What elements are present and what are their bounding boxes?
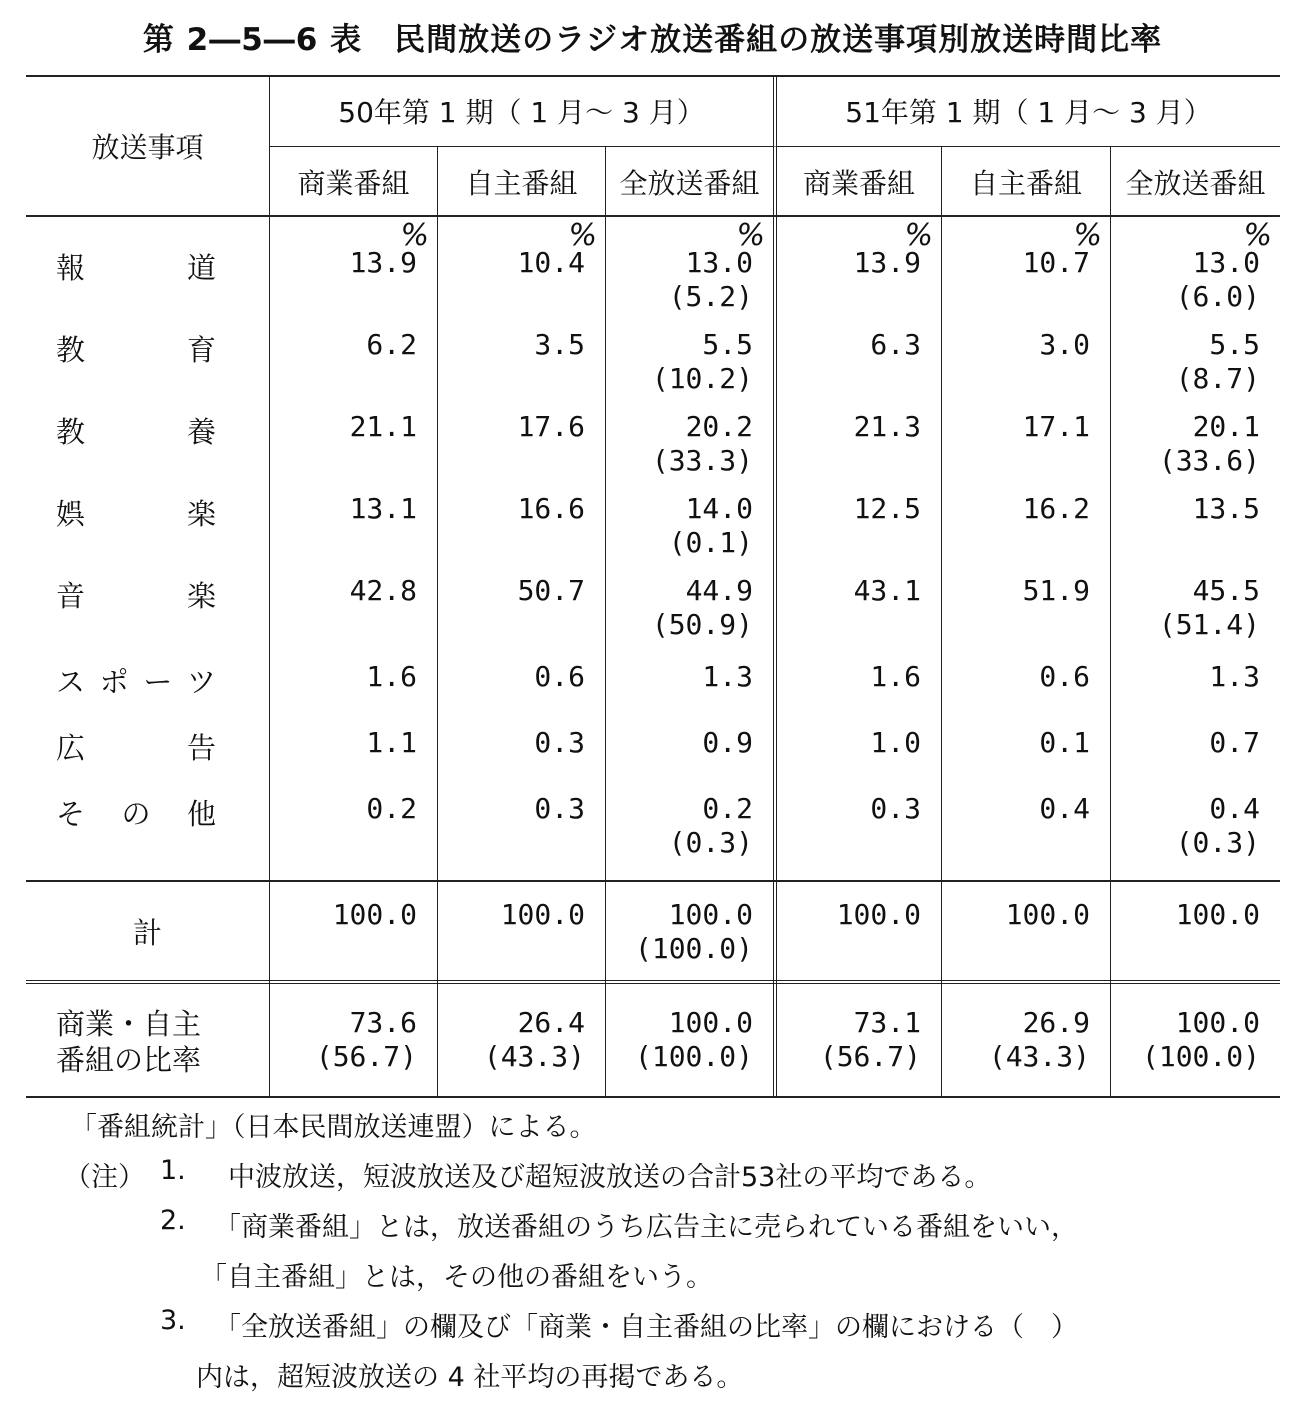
table-cell-value: 6.3 (870, 328, 921, 361)
category-header: 放送事項 (91, 131, 204, 164)
note-label: （注） (64, 1162, 145, 1193)
table-cell-value: 21.3 (853, 410, 921, 443)
category-label-char: 楽 (186, 497, 216, 531)
table-cell-paren-value: (50.9) (651, 608, 753, 641)
category-label (56, 726, 216, 767)
table-cell-value: 13.1 (349, 492, 417, 525)
table-cell-value: 14.0 (685, 492, 753, 525)
note-text: 「全放送番組」の欄及び「商業・自主番組の比率」の欄における（ ） (214, 1312, 1078, 1343)
percent-unit-mark: % (904, 218, 933, 253)
table-cell-value: 0.7 (1209, 726, 1260, 759)
total-label: 計 (132, 915, 162, 950)
ratio-cell (437, 982, 605, 1098)
col-header-commercial-50: 商業番組 (269, 146, 437, 216)
period-header-50: 50年第 1 期（ 1 月～ 3 月） (269, 76, 773, 146)
category-label-char: 養 (186, 415, 216, 449)
category-label-char: ツ (186, 665, 216, 699)
total-value: 100.0 (668, 898, 753, 931)
ratio-label-line: 商業・自主 (56, 1007, 202, 1041)
category-label-char: 娯 (56, 497, 86, 531)
table-cell-paren-value: (6.0) (1175, 280, 1260, 313)
category-label-char: 道 (186, 251, 216, 285)
data-column-commercial-51 (773, 216, 941, 880)
category-label (56, 492, 216, 533)
table-cell-value: 5.5 (702, 328, 753, 361)
table-cell-value: 6.2 (366, 328, 417, 361)
ratio-paren-value: (100.0) (1141, 1040, 1260, 1073)
table-cell-value: 20.1 (1192, 410, 1260, 443)
category-label-char: 広 (56, 731, 86, 765)
ratio-paren-value: (43.3) (483, 1040, 585, 1073)
ratio-paren-value: (43.3) (988, 1040, 1090, 1073)
table-cell-value: 0.9 (702, 726, 753, 759)
category-label-char: 楽 (186, 579, 216, 613)
table-cell-value: 0.6 (534, 660, 585, 693)
data-column-commercial-50 (269, 216, 437, 880)
table-cell-value: 13.0 (685, 246, 753, 279)
table-cell-paren-value: (33.6) (1158, 444, 1260, 477)
total-cell (1110, 880, 1280, 982)
table-cell-value: 17.1 (1022, 410, 1090, 443)
table-cell-value: 51.9 (1022, 574, 1090, 607)
table-cell-value: 1.3 (1209, 660, 1260, 693)
table-cell-paren-value: (5.2) (668, 280, 753, 313)
category-label-char: 教 (56, 415, 86, 449)
ratio-value: 26.4 (517, 1006, 585, 1039)
ratio-label (26, 982, 269, 1098)
ratio-paren-value: (56.7) (315, 1040, 417, 1073)
ratio-value: 73.6 (349, 1006, 417, 1039)
table-cell-value: 0.1 (1039, 726, 1090, 759)
table-cell-value: 10.4 (517, 246, 585, 279)
category-label-char: 告 (186, 731, 216, 765)
total-value: 100.0 (836, 898, 921, 931)
note-number: 2. (160, 1205, 186, 1236)
total-cell (773, 880, 941, 982)
table-cell-value: 43.1 (853, 574, 921, 607)
note-number: 3. (160, 1305, 186, 1336)
ratio-paren-value: (100.0) (634, 1040, 753, 1073)
table-cell-value: 1.1 (366, 726, 417, 759)
total-cell (269, 880, 437, 982)
table-cell-value: 0.4 (1039, 792, 1090, 825)
col-header-independent-50: 自主番組 (437, 146, 605, 216)
total-cell (605, 880, 773, 982)
category-label (56, 410, 216, 451)
ratio-value: 26.9 (1022, 1006, 1090, 1039)
ratio-cell (1110, 982, 1280, 1098)
category-label-char: ー (143, 665, 173, 699)
ratio-cell (605, 982, 773, 1098)
table-cell-value: 1.6 (366, 660, 417, 693)
table-cell-value: 42.8 (349, 574, 417, 607)
category-label (56, 246, 216, 287)
note-text: 内は，超短波放送の 4 社平均の再掲である。 (196, 1362, 744, 1393)
col-header-all-50: 全放送番組 (605, 146, 773, 216)
total-value: 100.0 (332, 898, 417, 931)
category-label-char: ポ (99, 665, 129, 699)
table-cell-value: 0.3 (534, 792, 585, 825)
table-cell-value: 13.0 (1192, 246, 1260, 279)
percent-unit-mark: % (736, 218, 765, 253)
table-cell-value: 13.9 (349, 246, 417, 279)
table-cell-value: 0.6 (1039, 660, 1090, 693)
total-cell (437, 880, 605, 982)
data-column-independent-51 (941, 216, 1110, 880)
table-cell-value: 10.7 (1022, 246, 1090, 279)
table-cell-value: 0.4 (1209, 792, 1260, 825)
ratio-value: 100.0 (1175, 1006, 1260, 1039)
table-cell-value: 45.5 (1192, 574, 1260, 607)
note-text: 「商業番組」とは，放送番組のうち広告主に売られている番組をいい， (214, 1212, 1078, 1243)
table-cell-value: 21.1 (349, 410, 417, 443)
table-cell-paren-value: (33.3) (651, 444, 753, 477)
table-cell-value: 3.5 (534, 328, 585, 361)
category-label-char: 音 (56, 579, 86, 613)
table-cell-value: 16.6 (517, 492, 585, 525)
note-number: 1. (160, 1155, 186, 1186)
table-cell-value: 16.2 (1022, 492, 1090, 525)
total-value: 100.0 (1005, 898, 1090, 931)
category-label (56, 660, 216, 701)
category-label-char: 他 (186, 797, 216, 831)
percent-unit-mark: % (400, 218, 429, 253)
total-paren-value: (100.0) (634, 932, 753, 965)
total-value: 100.0 (1175, 898, 1260, 931)
table-cell-value: 20.2 (685, 410, 753, 443)
table-cell-value: 5.5 (1209, 328, 1260, 361)
table-cell-paren-value: (0.1) (668, 526, 753, 559)
period-header-51: 51年第 1 期（ 1 月～ 3 月） (773, 76, 1280, 146)
ratio-label-line: 番組の比率 (56, 1043, 202, 1077)
percent-unit-mark: % (1073, 218, 1102, 253)
category-label-char: 育 (186, 333, 216, 367)
category-label (56, 328, 216, 369)
ratio-value: 73.1 (853, 1006, 921, 1039)
table-cell-value: 12.5 (853, 492, 921, 525)
data-column-all-51 (1110, 216, 1280, 880)
table-cell-value: 1.3 (702, 660, 753, 693)
table-cell-value: 13.9 (853, 246, 921, 279)
table-cell-value: 0.2 (366, 792, 417, 825)
category-label (56, 792, 216, 833)
ratio-value: 100.0 (668, 1006, 753, 1039)
category-label-char: 教 (56, 333, 86, 367)
table-cell-value: 3.0 (1039, 328, 1090, 361)
table-cell-paren-value: (0.3) (668, 826, 753, 859)
data-column-all-50 (605, 216, 773, 880)
data-table (26, 76, 1280, 1098)
table-title: 第 2―5―6 表 民間放送のラジオ放送番組の放送事項別放送時間比率 (142, 22, 1163, 58)
total-cell (941, 880, 1110, 982)
table-cell-paren-value: (8.7) (1175, 362, 1260, 395)
table-cell-paren-value: (10.2) (651, 362, 753, 395)
ratio-cell (941, 982, 1110, 1098)
table-cell-value: 50.7 (517, 574, 585, 607)
col-header-independent-51: 自主番組 (941, 146, 1110, 216)
table-cell-value: 1.0 (870, 726, 921, 759)
category-label-char: ス (56, 665, 86, 699)
source-note: 「番組統計」（日本民間放送連盟）による。 (70, 1112, 597, 1143)
ratio-cell (269, 982, 437, 1098)
table-cell-value: 17.6 (517, 410, 585, 443)
total-value: 100.0 (500, 898, 585, 931)
table-cell-value: 0.2 (702, 792, 753, 825)
ratio-paren-value: (56.7) (819, 1040, 921, 1073)
percent-unit-mark: % (568, 218, 597, 253)
note-text: 中波放送，短波放送及び超短波放送の合計53社の平均である。 (228, 1162, 992, 1193)
category-label-char: の (121, 797, 151, 831)
table-cell-value: 0.3 (870, 792, 921, 825)
table-cell-value: 13.5 (1192, 492, 1260, 525)
category-label-char: 報 (56, 251, 86, 285)
table-cell-value: 0.3 (534, 726, 585, 759)
table-cell-value: 44.9 (685, 574, 753, 607)
note-text: 「自主番組」とは，その他の番組をいう。 (200, 1262, 713, 1293)
category-list (26, 216, 269, 880)
category-label-char: そ (56, 797, 86, 831)
percent-unit-mark: % (1243, 218, 1272, 253)
col-header-all-51: 全放送番組 (1110, 146, 1280, 216)
data-column-independent-50 (437, 216, 605, 880)
col-header-commercial-51: 商業番組 (773, 146, 941, 216)
category-label (56, 574, 216, 615)
table-cell-paren-value: (0.3) (1175, 826, 1260, 859)
table-cell-paren-value: (51.4) (1158, 608, 1260, 641)
table-cell-value: 1.6 (870, 660, 921, 693)
ratio-cell (773, 982, 941, 1098)
